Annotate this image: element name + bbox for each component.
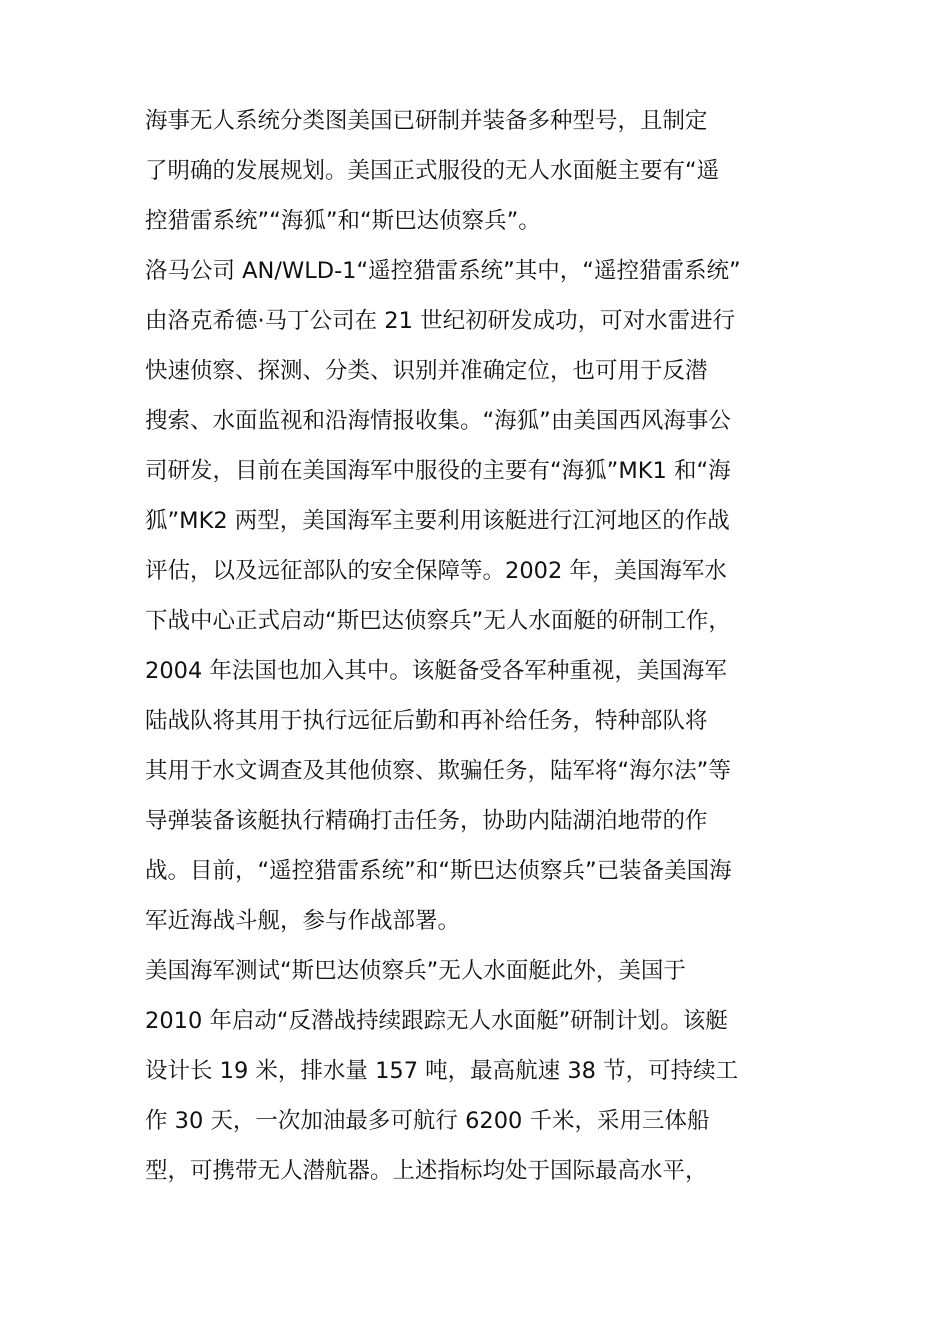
text-line: 陆战队将其用于执行远征后勤和再补给任务，特种部队将 (145, 708, 708, 734)
text-line: 司研发，目前在美国海军中服役的主要有“海狐”MK1 和“海 (145, 458, 731, 484)
text-line: 了明确的发展规划。美国正式服役的无人水面艇主要有“遥 (145, 158, 720, 184)
text-line: 控猎雷系统”“海狐”和“斯巴达侦察兵”。 (145, 208, 541, 234)
text-line: 作 30 天，一次加油最多可航行 6200 千米，采用三体船 (145, 1108, 710, 1134)
text-line: 型，可携带无人潜航器。上述指标均处于国际最高水平， (145, 1158, 708, 1184)
text-line: 快速侦察、探测、分类、识别并准确定位，也可用于反潜 (145, 358, 708, 384)
body-text (145, 96, 810, 1196)
text-line: 军近海战斗舰，参与作战部署。 (145, 908, 461, 934)
text-line: 2010 年启动“反潜战持续跟踪无人水面艇”研制计划。该艇 (145, 1008, 728, 1034)
text-line: 搜索、水面监视和沿海情报收集。“海狐”由美国西风海事公 (145, 408, 731, 434)
text-line: 其用于水文调查及其他侦察、欺骗任务，陆军将“海尔法”等 (145, 758, 731, 784)
text-line: 评估，以及远征部队的安全保障等。2002 年，美国海军水 (145, 558, 727, 584)
text-line: 下战中心正式启动“斯巴达侦察兵”无人水面艇的研制工作， (145, 608, 731, 634)
text-line: 洛马公司 AN/WLD-1“遥控猎雷系统”其中，“遥控猎雷系统” (145, 258, 741, 284)
text-line: 战。目前，“遥控猎雷系统”和“斯巴达侦察兵”已装备美国海 (145, 858, 732, 884)
text-line: 设计长 19 米，排水量 157 吨，最高航速 38 节，可持续工 (145, 1058, 739, 1084)
text-line: 海事无人系统分类图美国已研制并装备多种型号，且制定 (145, 108, 708, 134)
text-line: 狐”MK2 两型，美国海军主要利用该艇进行江河地区的作战 (145, 508, 730, 534)
text-line: 美国海军测试“斯巴达侦察兵”无人水面艇此外，美国于 (145, 958, 686, 984)
text-line: 由洛克希德·马丁公司在 21 世纪初研发成功，可对水雷进行 (145, 308, 736, 334)
text-line: 导弹装备该艇执行精确打击任务，协助内陆湖泊地带的作 (145, 808, 708, 834)
text-line: 2004 年法国也加入其中。该艇备受各军种重视，美国海军 (145, 658, 727, 684)
